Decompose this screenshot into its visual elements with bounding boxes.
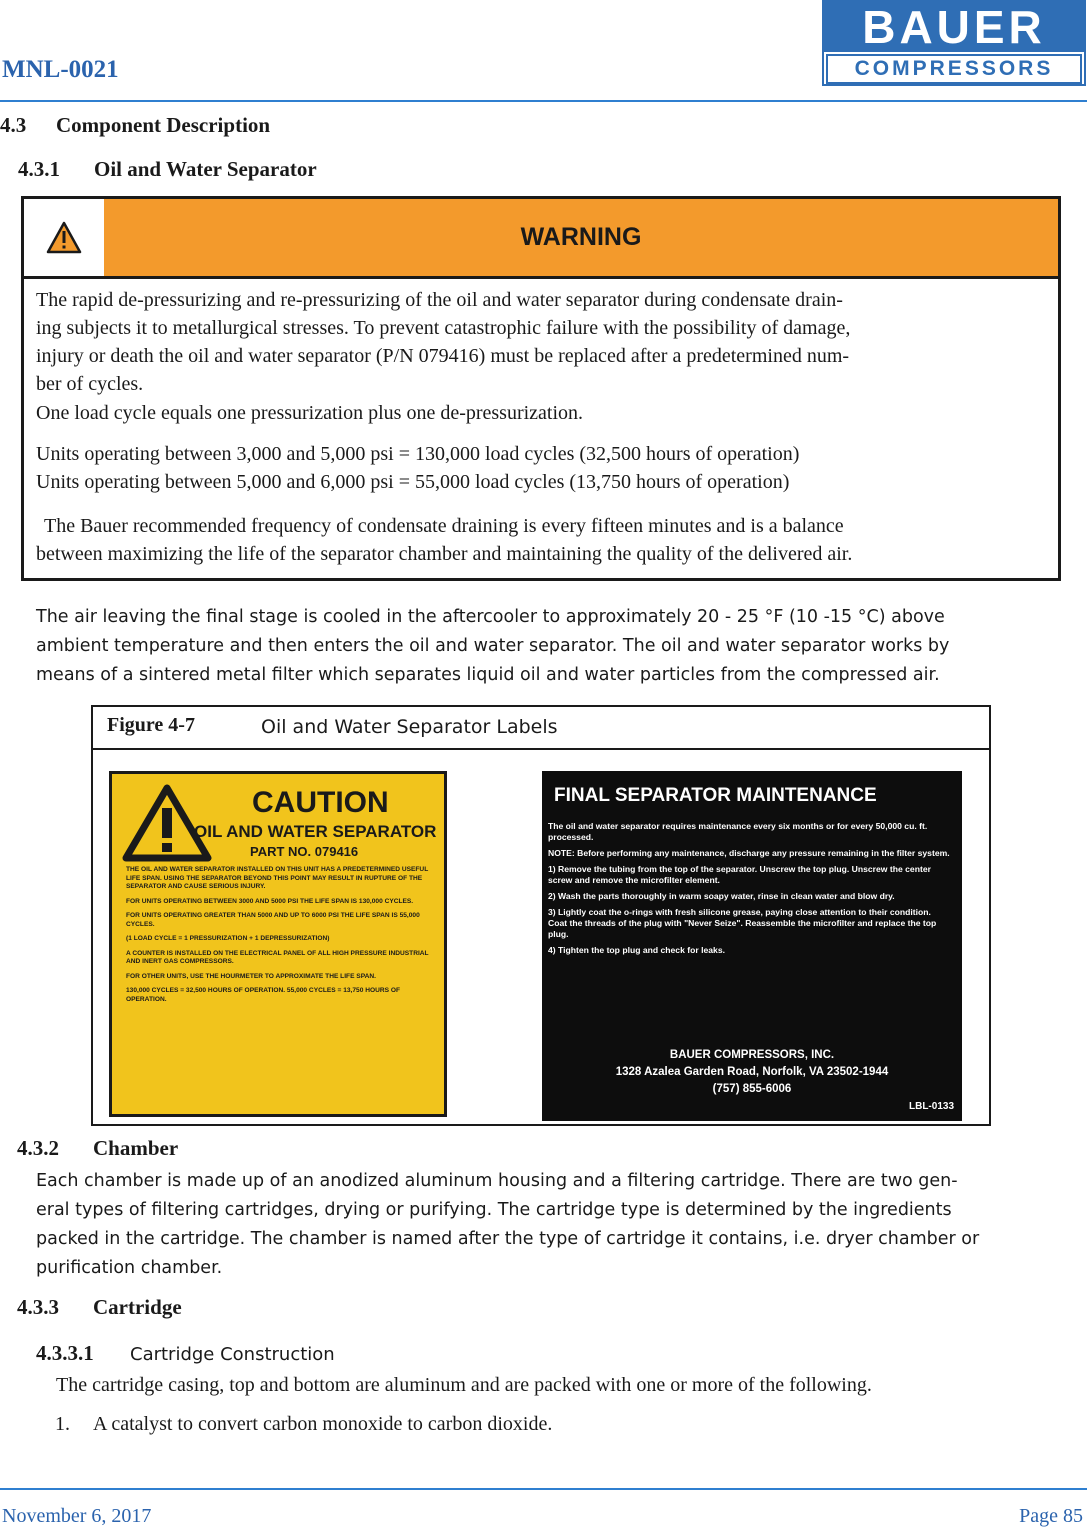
warning-title-cell (104, 199, 1058, 276)
maintenance-paragraph: 4) Tighten the top plug and check for leaks. (548, 945, 725, 955)
company-name: BAUER COMPRESSORS, INC. (669, 1049, 835, 1061)
maintenance-title: FINAL SEPARATOR MAINTENANCE (554, 785, 877, 806)
warning-line: The rapid de-pressurizing and re-pressurizing of the oil and water separator during condensate drain- (36, 289, 843, 311)
caution-subtitle: OIL AND WATER SEPARATOR (194, 822, 437, 841)
figure-caption: Oil and Water Separator Labels (261, 716, 558, 738)
caution-paragraph: (1 LOAD CYCLE = 1 PRESSURIZATION + 1 DEPRESSURIZATION) (126, 935, 330, 942)
paragraph-line: means of a sintered metal filter which separates liquid oil and water particles from the compressed air. (36, 665, 940, 685)
cartridge-paragraph: The cartridge casing, top and bottom are aluminum and are packed with one or more of the following. (56, 1374, 872, 1396)
logo-bottom-text: COMPRESSORS (826, 54, 1082, 84)
maintenance-paragraph: 2) Wash the parts thoroughly in warm soapy water, rinse in clean water and blow dry. (548, 891, 895, 901)
list-item-number: 1. (55, 1413, 70, 1435)
footer-rule (0, 1488, 1087, 1490)
maintenance-label-image (542, 771, 962, 1121)
heading-4-3-1 (18, 157, 317, 182)
warning-line: Units operating between 3,000 and 5,000 psi = 130,000 load cycles (32,500 hours of operation) (36, 443, 800, 465)
company-phone: (757) 855-6006 (712, 1083, 792, 1095)
heading-title: Oil and Water Separator (94, 157, 317, 181)
caution-paragraph: FOR UNITS OPERATING BETWEEN 3000 AND 5000 PSI THE LIFE SPAN IS 130,000 CYCLES. (126, 897, 414, 905)
warning-box (21, 196, 1061, 581)
footer-page-number: Page 85 (1019, 1505, 1083, 1527)
caution-body (126, 866, 436, 1010)
heading-4-3-3 (17, 1295, 182, 1320)
caution-label-image (109, 771, 447, 1117)
heading-title: Chamber (93, 1136, 179, 1160)
chamber-paragraph (36, 1167, 1081, 1283)
warning-line: One load cycle equals one pressurization plus one de-pressurization. (36, 402, 584, 424)
caution-part-number: PART NO. 079416 (250, 844, 359, 859)
warning-line: ber of cycles. (36, 373, 144, 395)
maintenance-paragraph: 1) Remove the tubing from the top of the separator. Unscrew the top plug. Unscrew the center screw and remove the microfilter element. (548, 864, 931, 885)
figure-4-7 (91, 705, 991, 1126)
heading-4-3 (0, 113, 270, 138)
caution-title: CAUTION (252, 786, 389, 819)
maintenance-company-block (542, 1047, 962, 1098)
warning-line: Units operating between 5,000 and 6,000 psi = 55,000 load cycles (13,750 hours of operation) (36, 471, 790, 493)
warning-icon-cell (24, 199, 104, 276)
heading-number: 4.3.2 (17, 1136, 59, 1160)
warning-header (24, 199, 1058, 279)
paragraph-line: purification chamber. (36, 1258, 223, 1278)
maintenance-paragraph: The oil and water separator requires maintenance every six months or for every 50,000 cu. ft. processed. (548, 821, 928, 842)
warning-line: ing subjects it to metallurgical stresses. To prevent catastrophic failure with the possibility of damage, (36, 317, 851, 339)
paragraph-line: ambient temperature and then enters the oil and water separator. The oil and water separator works by (36, 636, 950, 656)
list-item (55, 1413, 552, 1436)
caution-paragraph: THE OIL AND WATER SEPARATOR INSTALLED ON THIS UNIT HAS A PREDETERMINED USEFUL LIFE SPAN. USING THE SEPARATOR BEYOND THIS POINT MAY RESULT IN RUPTURE OF THE SEPARATOR AND CAUSE SERIOUS INJURY. (126, 866, 429, 890)
heading-number: 4.3 (0, 113, 27, 137)
figure-header (93, 707, 989, 750)
caution-paragraph: 130,000 CYCLES = 32,500 HOURS OF OPERATION. 55,000 CYCLES = 13,750 HOURS OF OPERATION. (126, 987, 400, 1003)
header-rule (0, 100, 1087, 102)
warning-line: between maximizing the life of the separator chamber and maintaining the quality of the delivered air. (36, 543, 853, 565)
maintenance-paragraph: 3) Lightly coat the o-rings with fresh silicone grease, paying close attention to their condition. Coat the threads of the plug with "Never Seize". Reassemble the microfilter and replace the top plug. (548, 907, 937, 939)
paragraph-line: The air leaving the final stage is cooled in the aftercooler to approximately 20 - 25 °F (10 -15 °C) above (36, 607, 945, 627)
heading-number: 4.3.3 (17, 1295, 59, 1319)
bauer-logo (822, 0, 1086, 86)
paragraph-line: eral types of filtering cartridges, drying or purifying. The cartridge type is determined by the ingredients (36, 1200, 952, 1220)
heading-title: Cartridge (93, 1295, 182, 1319)
separator-paragraph (36, 603, 1081, 690)
heading-title: Component Description (56, 113, 271, 137)
warning-triangle-icon (24, 199, 104, 276)
label-code: LBL-0133 (908, 1101, 954, 1112)
paragraph-line: Each chamber is made up of an anodized aluminum housing and a filtering cartridge. There are two gen- (36, 1171, 958, 1191)
figure-label: Figure 4-7 (107, 714, 195, 736)
heading-4-3-3-1 (36, 1341, 335, 1366)
paragraph-line: packed in the cartridge. The chamber is named after the type of cartridge it contains, i.e. dryer chamber or (36, 1229, 980, 1249)
heading-number: 4.3.1 (18, 157, 60, 181)
caution-paragraph: FOR UNITS OPERATING GREATER THAN 5000 AND UP TO 6000 PSI THE LIFE SPAN IS 55,000 CYCLES. (126, 912, 420, 928)
company-address: 1328 Azalea Garden Road, Norfolk, VA 23502-1944 (615, 1066, 889, 1078)
maintenance-body (548, 821, 952, 961)
logo-top-text: BAUER (824, 2, 1084, 52)
heading-title: Cartridge Construction (130, 1344, 335, 1365)
maintenance-paragraph: NOTE: Before performing any maintenance, discharge any pressure remaining in the filter system. (548, 848, 950, 858)
warning-line: The Bauer recommended frequency of condensate draining is every fifteen minutes and is a balance (44, 515, 844, 537)
caution-paragraph: A COUNTER IS INSTALLED ON THE ELECTRICAL PANEL OF ALL HIGH PRESSURE INDUSTRIAL AND INERT GAS COMPRESSORS. (126, 949, 429, 965)
heading-number: 4.3.3.1 (36, 1341, 94, 1365)
document-id: MNL-0021 (2, 56, 119, 83)
warning-line: injury or death the oil and water separator (P/N 079416) must be replaced after a predetermined num- (36, 345, 850, 367)
footer-date: November 6, 2017 (2, 1505, 152, 1527)
warning-title: WARNING (520, 223, 642, 251)
caution-paragraph: FOR OTHER UNITS, USE THE HOURMETER TO APPROXIMATE THE LIFE SPAN. (126, 972, 376, 980)
heading-4-3-2 (17, 1136, 178, 1161)
list-item-text: A catalyst to convert carbon monoxide to carbon dioxide. (93, 1413, 553, 1435)
